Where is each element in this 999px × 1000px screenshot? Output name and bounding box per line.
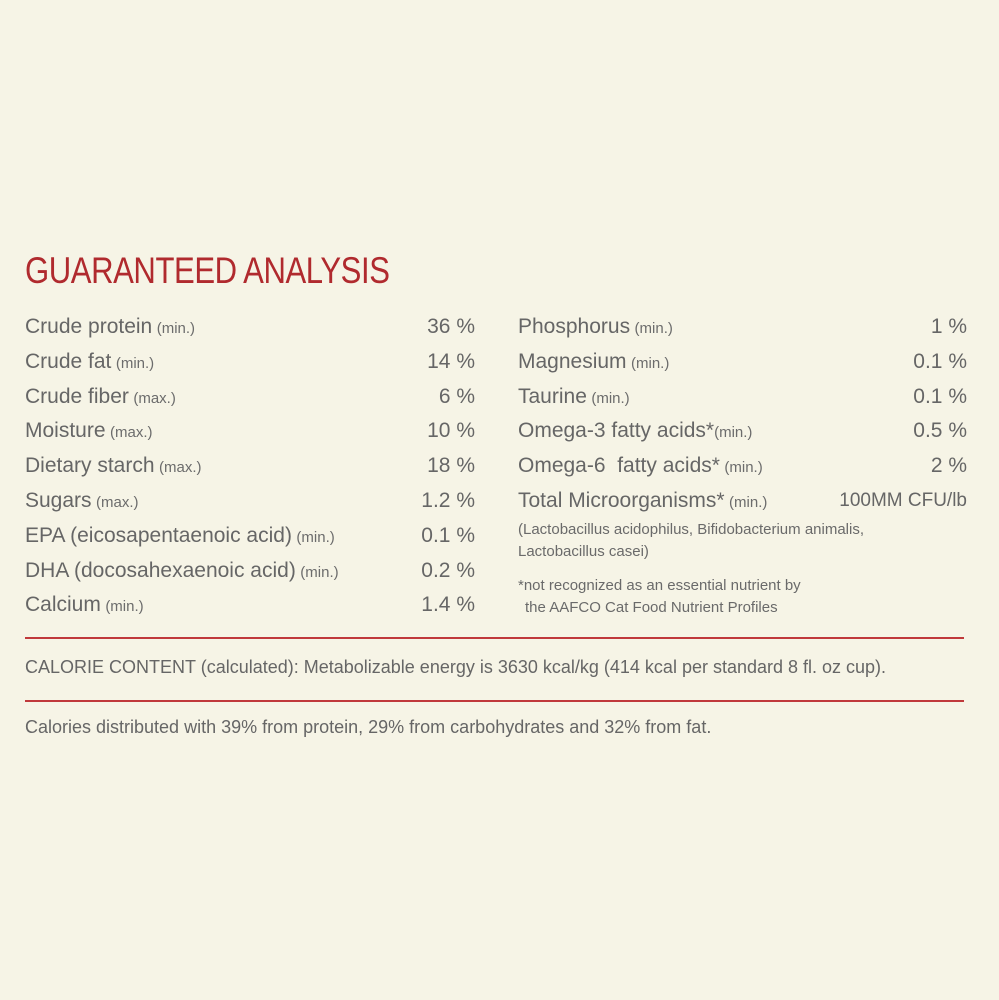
nutrient-name: Crude fat: [25, 349, 112, 373]
microorganisms-note-line-2: Lactobacillus casei): [518, 542, 649, 560]
nutrient-row: [518, 414, 967, 449]
nutrient-qualifier: (min.): [156, 320, 196, 337]
nutrient-row: [518, 380, 967, 415]
divider-top: [25, 637, 964, 639]
right-nutrient-list: [518, 310, 967, 619]
nutrient-row: [518, 449, 967, 484]
nutrient-value: 0.5 %: [913, 419, 967, 443]
nutrient-row: [25, 519, 475, 554]
nutrient-value: 0.1 %: [913, 384, 967, 408]
nutrient-name: Crude fiber: [25, 384, 129, 408]
nutrient-qualifier: (min.): [724, 459, 763, 477]
footnote-line-2: the AAFCO Cat Food Nutrient Profiles: [525, 598, 778, 616]
nutrient-qualifier: (min.): [105, 598, 144, 616]
nutrient-name: Omega-3 fatty acids*: [518, 419, 715, 443]
nutrient-value: 10 %: [427, 419, 475, 443]
nutrient-value: 100MM CFU/lb: [839, 489, 967, 511]
left-nutrient-list: [25, 310, 475, 623]
nutrient-value: 6 %: [438, 384, 475, 408]
nutrient-row: [518, 345, 967, 380]
nutrient-row: [25, 345, 475, 380]
nutrient-name: Dietary starch: [25, 454, 155, 478]
nutrient-qualifier: (min.): [714, 424, 753, 442]
nutrient-name: Taurine: [518, 384, 587, 408]
nutrient-value: 0.1 %: [421, 523, 475, 547]
nutrient-row: [518, 484, 967, 519]
nutrient-name: DHA (docosahexaenoic acid): [25, 558, 296, 582]
nutrient-qualifier: (max.): [159, 459, 202, 477]
nutrient-value: 0.2 %: [421, 558, 475, 582]
nutrient-value: 14 %: [427, 349, 475, 373]
nutrient-qualifier: (min.): [300, 563, 339, 581]
nutrient-value: 1.2 %: [421, 488, 475, 512]
nutrient-value: 1.4 %: [421, 593, 475, 617]
nutrient-qualifier: (min.): [296, 528, 335, 546]
nutrient-qualifier: (max.): [109, 424, 153, 442]
nutrient-qualifier: (max.): [96, 493, 139, 511]
page-title: GUARANTEED ANALYSIS: [25, 250, 390, 291]
nutrient-value: 36 %: [427, 315, 475, 338]
nutrient-qualifier: (min.): [115, 354, 155, 372]
calorie-content: CALORIE CONTENT (calculated): Metabolizable energy is 3630 kcal/kg (414 kcal per standard 8 fl. oz cup).: [25, 657, 887, 677]
nutrient-value: 2 %: [930, 454, 967, 478]
divider-bottom: [25, 700, 964, 702]
footnote: [518, 575, 967, 619]
nutrient-qualifier: (min.): [634, 320, 673, 337]
nutrient-name: Calcium: [25, 593, 101, 617]
nutrient-name: EPA (eicosapentaenoic acid): [25, 523, 292, 547]
nutrient-row: [518, 310, 967, 345]
nutrient-row: [25, 449, 475, 484]
nutrient-row: [25, 554, 475, 589]
nutrient-value: 0.1 %: [913, 349, 967, 373]
calorie-distribution: Calories distributed with 39% from protein, 29% from carbohydrates and 32% from fat.: [25, 717, 712, 737]
nutrient-name: Magnesium: [518, 349, 627, 373]
nutrient-row: [25, 588, 475, 623]
nutrient-qualifier: (min.): [729, 493, 768, 511]
nutrient-row: [25, 310, 475, 345]
nutrient-row: [25, 414, 475, 449]
nutrient-name: Crude protein: [25, 315, 153, 338]
nutrient-qualifier: (min.): [631, 354, 670, 372]
nutrient-name: Omega-6 fatty acids*: [518, 454, 720, 478]
nutrient-row: [25, 484, 475, 519]
nutrient-name: Total Microorganisms*: [518, 488, 725, 512]
nutrient-value: 1 %: [930, 315, 967, 338]
footnote-line-1: *not recognized as an essential nutrient by: [518, 576, 801, 594]
nutrient-name: Phosphorus: [518, 315, 631, 338]
nutrient-name: Sugars: [25, 488, 92, 512]
nutrient-row: [25, 380, 475, 415]
microorganisms-note-line-1: (Lactobacillus acidophilus, Bifidobacterium animalis,: [518, 520, 865, 538]
nutrient-qualifier: (max.): [133, 389, 176, 407]
nutrient-qualifier: (min.): [591, 389, 630, 407]
nutrient-name: Moisture: [25, 419, 106, 443]
nutrient-value: 18 %: [427, 454, 475, 478]
